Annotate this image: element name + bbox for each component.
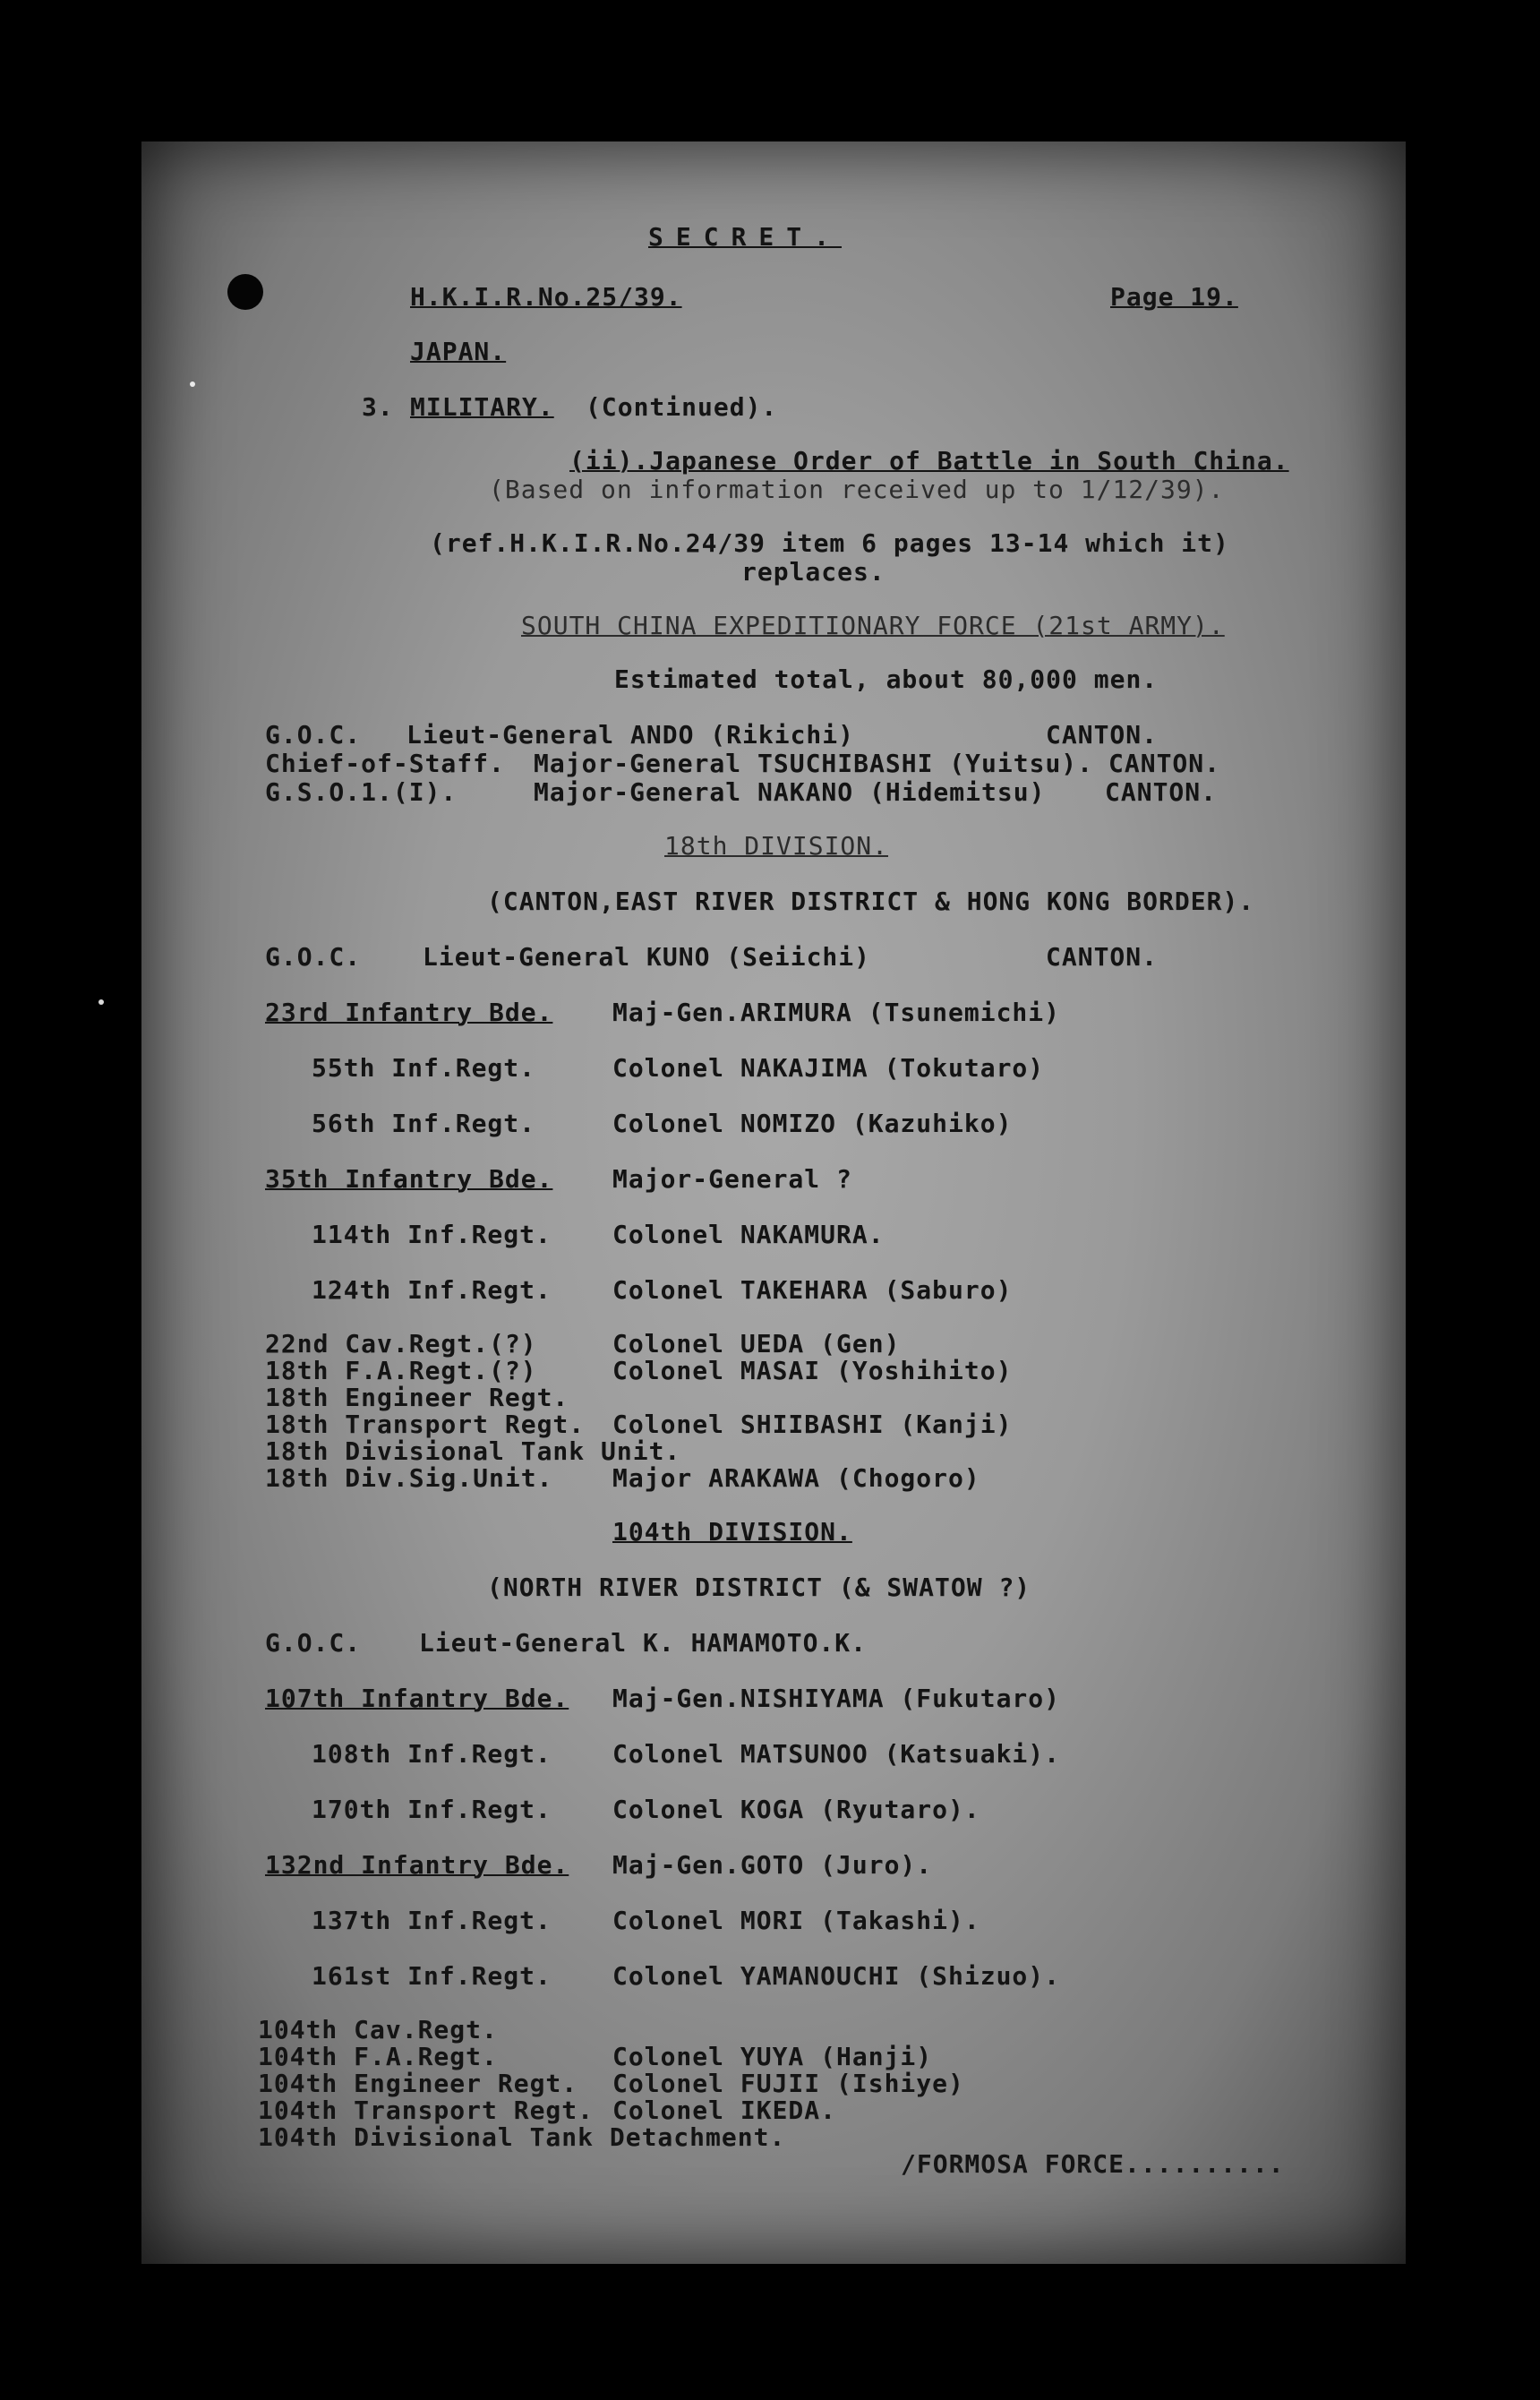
unit-commander: Colonel MASAI (Yoshihito): [612, 1356, 1013, 1385]
unit-name: 18th Div.Sig.Unit.: [265, 1463, 553, 1493]
section-note: (Continued).: [586, 392, 778, 422]
page-number: Page 19.: [1110, 282, 1238, 312]
staff-role: G.S.O.1.(I).: [265, 777, 458, 807]
reference-line-2: replaces.: [741, 557, 886, 587]
brigade-heading: 23rd Infantry Bde.: [265, 998, 553, 1027]
division-104-goc-name: Lieut-General K. HAMAMOTO.K.: [419, 1628, 868, 1658]
unit-name: 104th F.A.Regt.: [258, 2042, 498, 2071]
unit-commander: Colonel IKEDA.: [612, 2096, 837, 2125]
unit-name: 104th Divisional Tank Detachment.: [258, 2122, 786, 2152]
regiment-commander: Colonel MORI (Takashi).: [612, 1906, 980, 1935]
regiment-commander: Colonel NAKAMURA.: [612, 1220, 885, 1249]
section-number: 3.: [362, 392, 394, 422]
brigade-commander: Maj-Gen.ARIMURA (Tsunemichi): [612, 998, 1061, 1027]
unit-commander: Major ARAKAWA (Chogoro): [612, 1463, 980, 1493]
unit-name: 18th Transport Regt.: [265, 1410, 586, 1439]
continuation-catchword: /FORMOSA FORCE..........: [901, 2149, 1285, 2179]
regiment-commander: Colonel TAKEHARA (Saburo): [612, 1275, 1013, 1305]
film-speck: [190, 381, 195, 387]
regiment-commander: Colonel NAKAJIMA (Tokutaro): [612, 1053, 1045, 1083]
staff-name: Lieut-General ANDO (Rikichi): [406, 720, 855, 750]
regiment-commander: Colonel KOGA (Ryutaro).: [612, 1795, 980, 1824]
regiment-commander: Colonel MATSUNOO (Katsuaki).: [612, 1739, 1061, 1769]
force-title: SOUTH CHINA EXPEDITIONARY FORCE (21st ARMY).: [521, 611, 1225, 640]
subsection-basis: (Based on information received up to 1/12/39).: [489, 475, 1225, 504]
unit-name: 104th Cav.Regt.: [258, 2015, 498, 2044]
staff-location: CANTON.: [1105, 777, 1218, 807]
regiment-commander: Colonel YAMANOUCHI (Shizuo).: [612, 1961, 1061, 1991]
report-reference: H.K.I.R.No.25/39.: [410, 282, 682, 312]
brigade-commander: Maj-Gen.NISHIYAMA (Fukutaro): [612, 1684, 1061, 1713]
unit-commander: Colonel FUJII (Ishiye): [612, 2069, 964, 2098]
classification-heading: SECRET.: [648, 222, 843, 252]
unit-commander: Colonel UEDA (Gen): [612, 1329, 901, 1359]
subsection-title: (ii).Japanese Order of Battle in South China.: [569, 446, 1289, 476]
division-18-goc-location: CANTON.: [1046, 942, 1159, 972]
division-104-area: (NORTH RIVER DISTRICT (& SWATOW ?): [487, 1573, 1031, 1602]
force-strength: Estimated total, about 80,000 men.: [614, 664, 1159, 694]
division-18-goc-role: G.O.C.: [265, 942, 362, 972]
staff-name: Major-General NAKANO (Hidemitsu): [534, 777, 1046, 807]
regiment-name: 161st Inf.Regt.: [312, 1961, 552, 1991]
unit-name: 18th Engineer Regt.: [265, 1383, 569, 1412]
punch-hole: [227, 274, 263, 310]
staff-name: Major-General TSUCHIBASHI (Yuitsu).: [534, 749, 1094, 778]
reference-line-1: (ref.H.K.I.R.No.24/39 item 6 pages 13-14 which it): [430, 528, 1229, 558]
document-page: [141, 141, 1406, 2264]
regiment-name: 56th Inf.Regt.: [312, 1109, 536, 1138]
brigade-commander: Major-General ?: [612, 1164, 852, 1194]
division-104-goc-role: G.O.C.: [265, 1628, 362, 1658]
division-18-title: 18th DIVISION.: [664, 831, 889, 861]
brigade-heading: 107th Infantry Bde.: [265, 1684, 569, 1713]
regiment-name: 124th Inf.Regt.: [312, 1275, 552, 1305]
brigade-heading: 132nd Infantry Bde.: [265, 1850, 569, 1880]
brigade-heading: 35th Infantry Bde.: [265, 1164, 553, 1194]
unit-name: 18th F.A.Regt.(?): [265, 1356, 537, 1385]
staff-location: CANTON.: [1046, 720, 1159, 750]
unit-commander: Colonel SHIIBASHI (Kanji): [612, 1410, 1013, 1439]
unit-name: 104th Transport Regt.: [258, 2096, 595, 2125]
staff-role: G.O.C.: [265, 720, 362, 750]
unit-name: 18th Divisional Tank Unit.: [265, 1436, 681, 1466]
unit-name: 22nd Cav.Regt.(?): [265, 1329, 537, 1359]
regiment-name: 114th Inf.Regt.: [312, 1220, 552, 1249]
regiment-commander: Colonel NOMIZO (Kazuhiko): [612, 1109, 1013, 1138]
section-title: MILITARY.: [410, 392, 554, 422]
regiment-name: 137th Inf.Regt.: [312, 1906, 552, 1935]
unit-commander: Colonel YUYA (Hanji): [612, 2042, 933, 2071]
film-speck: [98, 999, 104, 1005]
regiment-name: 55th Inf.Regt.: [312, 1053, 536, 1083]
brigade-commander: Maj-Gen.GOTO (Juro).: [612, 1850, 933, 1880]
division-104-title: 104th DIVISION.: [612, 1517, 852, 1547]
division-18-area: (CANTON,EAST RIVER DISTRICT & HONG KONG BORDER).: [487, 887, 1255, 916]
unit-name: 104th Engineer Regt.: [258, 2069, 578, 2098]
staff-location: CANTON.: [1108, 749, 1221, 778]
regiment-name: 170th Inf.Regt.: [312, 1795, 552, 1824]
country-heading: JAPAN.: [410, 337, 507, 366]
division-18-goc-name: Lieut-General KUNO (Seiichi): [423, 942, 871, 972]
regiment-name: 108th Inf.Regt.: [312, 1739, 552, 1769]
staff-role: Chief-of-Staff.: [265, 749, 505, 778]
